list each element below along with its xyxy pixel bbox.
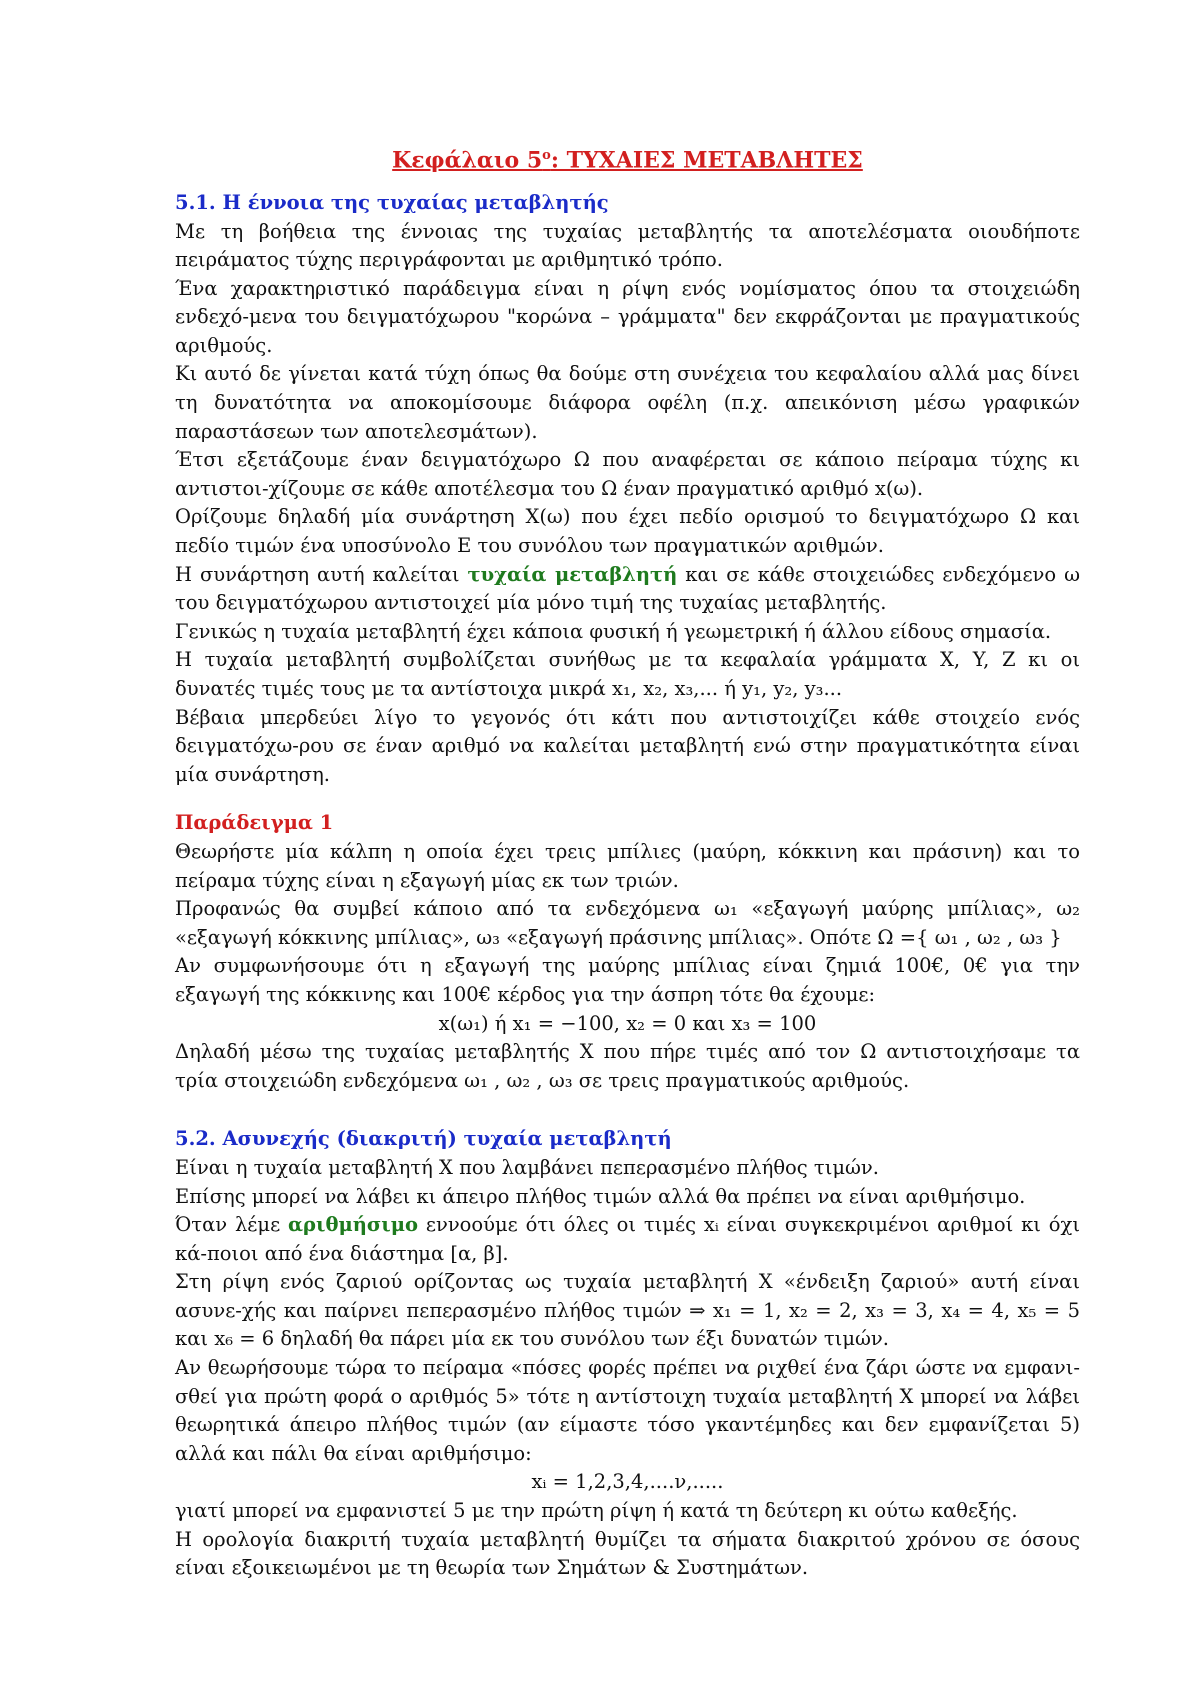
document-body (175, 142, 1080, 1583)
section-1-paragraph: Ένα χαρακτηριστικό παράδειγμα είναι η ρίψη ενός νομίσματος όπου τα στοιχειώδη ενδεχό-μενα του δειγματόχωρου "κορώνα – γράμματα" δεν εκφράζονται με πραγματικούς αριθμούς. (175, 276, 1080, 357)
chapter-title-suffix: : ΤΥΧΑΙΕΣ ΜΕΤΑΒΛΗΤΕΣ (550, 147, 863, 174)
section-2-paragraph: Αν θεωρήσουμε τώρα το πείραμα «πόσες φορές πρέπει να ριχθεί ένα ζάρι ώστε να εμφανι-σθεί για πρώτη φορά ο αριθμός 5» τότε η αντίστοιχη τυχαία μεταβλητή Χ μπορεί να λάβει θεωρητικά άπειρο πλήθος τιμών (αν είμαστε τόσο γκαντέμηδες και δεν εμφανίζεται 5) αλλά και πάλι θα είναι αριθμήσιμο: (175, 1356, 1080, 1465)
example-formula: x(ω₁) ή x₁ = −100, x₂ = 0 και x₃ = 100 (438, 1011, 817, 1035)
term-countable: αριθμήσιμο (288, 1213, 419, 1237)
section-1-heading: 5.1. Η έννοια της τυχαίας μεταβλητής (175, 190, 609, 214)
example-paragraph: Δηλαδή μέσω της τυχαίας μεταβλητής Χ που πήρε τιμές από τον Ω αντιστοιχήσαμε τα τρία στοιχειώδη ενδεχόμενα ω₁ , ω₂ , ω₃ σε τρεις πραγματικούς αριθμούς. (175, 1040, 1080, 1092)
chapter-title-prefix: Κεφάλαιο 5 (392, 147, 543, 174)
section-2-formula: xᵢ = 1,2,3,4,....ν,..... (531, 1470, 724, 1494)
text-span: Όταν λέμε (175, 1213, 289, 1237)
example-paragraph: Προφανώς θα συμβεί κάποιο από τα ενδεχόμενα ω₁ «εξαγωγή μαύρης μπίλιας», ω₂ «εξαγωγή κόκκινης μπίλιας», ω₃ «εξαγωγή πράσινης μπίλιας». Οπότε Ω ={ ω₁ , ω₂ , ω₃ } (175, 897, 1080, 949)
section-2-paragraph: Η ορολογία διακριτή τυχαία μεταβλητή θυμίζει τα σήματα διακριτού χρόνου σε όσους είναι εξοικειωμένοι με τη θεωρία των Σημάτων & Συστημάτων. (175, 1527, 1080, 1580)
section-1-paragraph: Έτσι εξετάζουμε έναν δειγματόχωρο Ω που αναφέρεται σε κάποιο πείραμα τύχης κι αντιστοι-χίζουμε σε κάθε αποτέλεσμα του Ω έναν πραγματικό αριθμό x(ω). (175, 448, 1080, 500)
example-paragraph: Αν συμφωνήσουμε ότι η εξαγωγή της μαύρης μπίλιας είναι ζημιά 100€, 0€ για την εξαγωγή της κόκκινης και 100€ κέρδος για την άσπρη τότε θα έχουμε: (175, 954, 1080, 1006)
section-1-paragraph: Κι αυτό δε γίνεται κατά τύχη όπως θα δούμε στη συνέχεια του κεφαλαίου αλλά μας δίνει τη δυνατότητα να αποκομίσουμε διάφορα οφέλη (π.χ. απεικόνιση μέσω γραφικών παραστάσεων των αποτελεσμάτων). (175, 362, 1080, 443)
section-1-paragraph: Με τη βοήθεια της έννοιας της τυχαίας μεταβλητής τα αποτελέσματα οιουδήποτε πειράματος τύχης περιγράφονται με αριθμητικό τρόπο. (175, 219, 1080, 272)
section-2-heading: 5.2. Ασυνεχής (διακριτή) τυχαία μεταβλητή (175, 1127, 672, 1151)
section-1-paragraph: Γενικώς η τυχαία μεταβλητή έχει κάποια φυσική ή γεωμετρική ή άλλου είδους σημασία. (175, 619, 1052, 643)
text-span: εννοούμε ότι όλες οι τιμές xᵢ είναι συγκεκριμένοι αριθμοί κι όχι κά-ποιοι από ένα διάστημα [α, β]. (175, 1213, 1080, 1265)
chapter-title-sup: ο (542, 148, 551, 163)
section-1-paragraph: Η τυχαία μεταβλητή συμβολίζεται συνήθως με τα κεφαλαία γράμματα X, Y, Z κι οι δυνατές τιμές τους με τα αντίστοιχα μικρά x₁, x₂, x₃,... ή y₁, y₂, y₃... (175, 648, 1080, 701)
example-1-heading: Παράδειγμα 1 (175, 811, 334, 835)
section-2-paragraph (175, 1211, 1080, 1268)
term-random-variable: τυχαία μεταβλητή (467, 562, 678, 586)
chapter-title (175, 142, 1080, 175)
section-2-paragraph: Επίσης μπορεί να λάβει κι άπειρο πλήθος τιμών αλλά θα πρέπει να είναι αριθμήσιμο. (175, 1184, 1026, 1208)
section-1-paragraph: Βέβαια μπερδεύει λίγο το γεγονός ότι κάτι που αντιστοιχίζει κάθε στοιχείο ενός δειγματόχω-ρου σε έναν αριθμό να καλείται μεταβλητή ενώ στην πραγματικότητα είναι μία συνάρτηση. (175, 705, 1080, 786)
text-span: Η συνάρτηση αυτή καλείται (175, 562, 468, 586)
section-2-paragraph: γιατί μπορεί να εμφανιστεί 5 με την πρώτη ρίψη ή κατά τη δεύτερη κι ούτω καθεξής. (175, 1499, 1018, 1523)
section-2-paragraph: Είναι η τυχαία μεταβλητή Χ που λαμβάνει πεπερασμένο πλήθος τιμών. (175, 1155, 879, 1179)
section-1-paragraph (175, 561, 1080, 618)
example-paragraph: Θεωρήστε μία κάλπη η οποία έχει τρεις μπίλιες (μαύρη, κόκκινη και πράσινη) και το πείραμα τύχης είναι η εξαγωγή μίας εκ των τριών. (175, 839, 1080, 892)
section-2-paragraph: Στη ρίψη ενός ζαριού ορίζοντας ως τυχαία μεταβλητή Χ «ένδειξη ζαριού» αυτή είναι ασυνε-χής και παίρνει πεπερασμένο πλήθος τιμών ⇒ x₁ = 1, x₂ = 2, x₃ = 3, x₄ = 4, x₅ = 5 και x₆ = 6 δηλαδή θα πάρει μία εκ του συνόλου των έξι δυνατών τιμών. (175, 1270, 1080, 1351)
section-1-paragraph: Ορίζουμε δηλαδή μία συνάρτηση X(ω) που έχει πεδίο ορισμού το δειγματόχωρο Ω και πεδίο τιμών ένα υποσύνολο Ε του συνόλου των πραγματικών αριθμών. (175, 505, 1080, 558)
text-span: και σε κάθε στοιχειώδες ενδεχόμενο ω του δειγματόχωρου αντιστοιχεί μία μόνο τιμή της τυχαίας μεταβλητής. (175, 562, 1080, 615)
